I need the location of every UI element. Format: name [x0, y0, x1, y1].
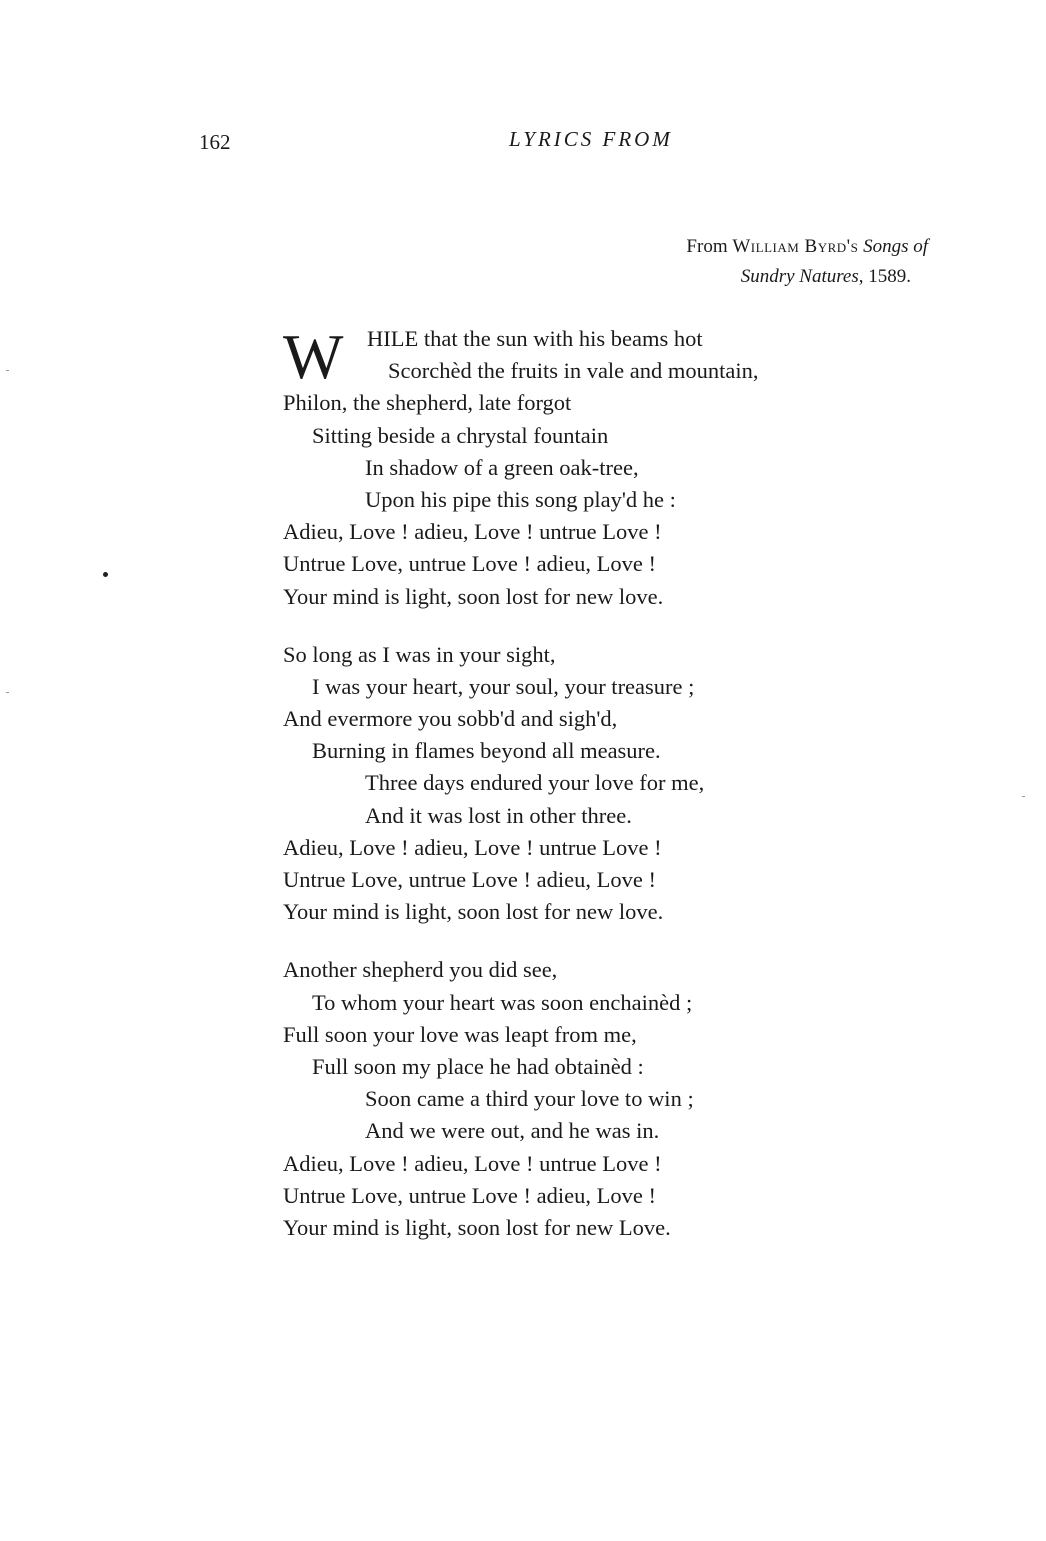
scan-mark — [6, 692, 9, 693]
source-prefix: From — [686, 236, 733, 257]
poem-line: Adieu, Love ! adieu, Love ! untrue Love ! — [283, 519, 662, 545]
scan-mark — [6, 370, 9, 371]
poem-line: Sitting beside a chrystal fountain — [312, 422, 609, 448]
page-number: 162 — [199, 130, 231, 154]
poem-line: And it was lost in other three. — [365, 802, 632, 828]
poem — [283, 323, 759, 1244]
source-line-2 — [686, 262, 928, 292]
poem-line: Another shepherd you did see, — [283, 957, 558, 983]
first-line-text: HILE that the sun with his beams hot — [367, 326, 703, 351]
stanza-2 — [283, 639, 759, 929]
poem-line: Three days endured your love for me, — [365, 770, 705, 796]
poem-line: So long as I was in your sight, — [283, 641, 556, 667]
poem-line: Burning in flames beyond all measure. — [312, 738, 661, 764]
poem-line: And we were out, and he was in. — [365, 1118, 660, 1144]
source-attribution — [686, 232, 928, 292]
drop-cap: W — [283, 321, 344, 392]
source-line-1 — [686, 232, 928, 262]
poem-line: Untrue Love, untrue Love ! adieu, Love ! — [283, 551, 656, 577]
poem-line: Full soon your love was leapt from me, — [283, 1021, 637, 1047]
poem-line: Philon, the shepherd, late forgot — [283, 390, 572, 416]
stanza-1-lines — [283, 387, 759, 612]
poem-line: Adieu, Love ! adieu, Love ! untrue Love ! — [283, 1150, 662, 1176]
source-title-part1: Songs of — [863, 236, 928, 257]
poem-line: In shadow of a green oak-tree, — [365, 454, 639, 480]
poem-line-second: Scorchèd the fruits in vale and mountain, — [388, 358, 759, 384]
source-title-part2: Sundry Natures — [740, 266, 859, 287]
poem-line: Your mind is light, soon lost for new love. — [283, 583, 664, 609]
stanza-1 — [283, 323, 759, 613]
margin-dot — [103, 572, 108, 577]
poem-line: Adieu, Love ! adieu, Love ! untrue Love ! — [283, 834, 662, 860]
poem-line: Your mind is light, soon lost for new love. — [283, 899, 664, 925]
poem-line: Soon came a third your love to win ; — [365, 1086, 694, 1112]
poem-line: To whom your heart was soon enchainèd ; — [312, 989, 693, 1015]
poem-line: Full soon my place he had obtainèd : — [312, 1053, 644, 1079]
poem-line: Your mind is light, soon lost for new Love. — [283, 1214, 671, 1240]
scan-mark — [1022, 796, 1025, 797]
source-author: William Byrd's — [732, 236, 859, 257]
poem-line: Untrue Love, untrue Love ! adieu, Love ! — [283, 1182, 656, 1208]
poem-line: Untrue Love, untrue Love ! adieu, Love ! — [283, 867, 656, 892]
poem-line: And evermore you sobb'd and sigh'd, — [283, 706, 618, 732]
stanza-3 — [283, 954, 759, 1244]
poem-line: Upon his pipe this song play'd he : — [365, 486, 676, 512]
source-year: , 1589. — [858, 266, 911, 287]
poem-line: I was your heart, your soul, your treasure ; — [312, 673, 695, 699]
running-head: LYRICS FROM — [509, 127, 673, 151]
